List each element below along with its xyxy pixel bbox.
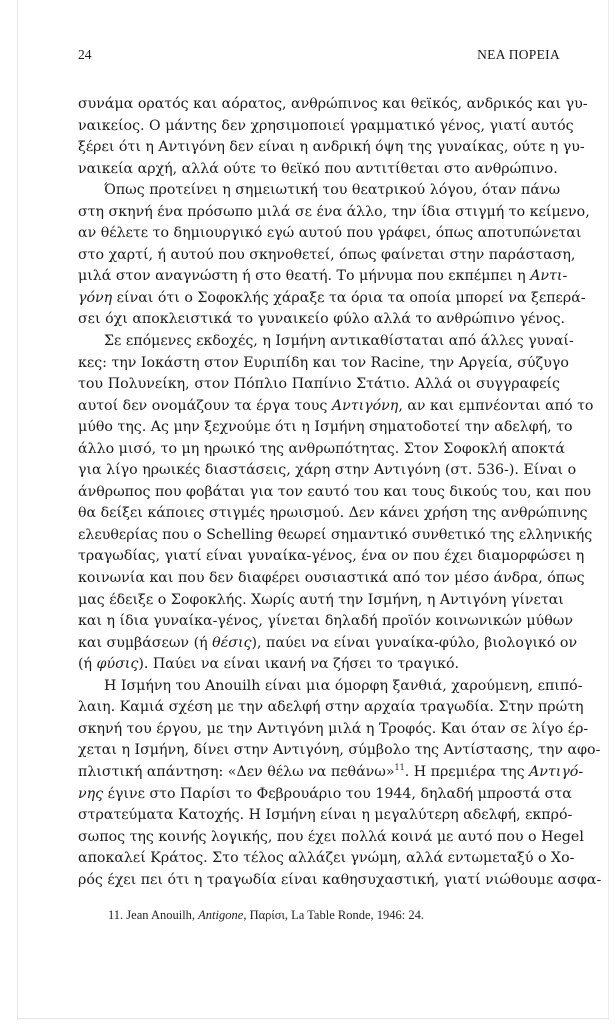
text-segment: , αν και εμπνέονται από το <box>398 397 594 414</box>
footnote-title: Antigone <box>198 908 244 922</box>
text-line: του Πολυνείκη, στον Πόπλιο Παπίνιο Στάτιο. Αλλά οι συγγραφείς <box>78 376 560 393</box>
italic-title: Αντιγό- <box>529 763 584 780</box>
text-line: στρατεύματα Κατοχής. Η Ισμήνη είναι η μεγαλύτερη αδελφή, εκπρό- <box>78 807 573 824</box>
paragraph-start-line: Όπως προτείνει η σημειωτική του θεατρικού λόγου, όταν πάνω <box>104 182 561 199</box>
text-line: άλλο μισό, το μη ηρωικό της ανθρωπότητας. Στον Σοφοκλή αποκτά <box>78 440 565 457</box>
text-segment: αυτοί δεν ονομάζουν τα έργα τους <box>78 397 332 414</box>
paragraph-start-line: Σε επόμενες εκδοχές, η Ισμήνη αντικαθίσταται από άλλες γυναί- <box>104 333 574 350</box>
footnote-details: , Παρίσι, La Table Ronde, 1946: 24. <box>243 908 424 922</box>
text-line: τραγωδίας, γιατί είναι γυναίκα-γένος, ένα ον που έχει διαμορφώσει η <box>78 548 585 565</box>
text-segment: έγινε στο Παρίσι το Φεβρουάριο του 1944, δηλαδή μπροστά στα <box>103 785 572 802</box>
text-line: ξέρει ότι η Αντιγόνη δεν είναι η ανδρική όψη της γυναίκας, ούτε η γυ- <box>78 139 585 156</box>
text-line <box>78 633 578 655</box>
italic-term: θέσις <box>212 634 252 651</box>
italic-term: φύσις <box>96 656 139 673</box>
text-line: για λίγο ηρωικές διαστάσεις, χάρη στην Αντιγόνη (στ. 536-). Είναι ο <box>78 462 577 479</box>
text-line: μύθο της. Ας μην ξεχνούμε ότι η Ισμήνη σηματοδοτεί την αδελφή, το <box>78 419 573 436</box>
text-line <box>78 654 560 676</box>
text-line: κες: την Ιοκάστη στον Ευριπίδη και τον Racine, την Αργεία, σύζυγο <box>78 354 569 371</box>
text-segment: μιλά στον αναγνώστη ή στο θεατή. Το μήνυμα που εκπέμπει η <box>78 268 531 285</box>
page-number: 24 <box>78 47 92 62</box>
running-head <box>78 47 560 65</box>
text-line: λαιη. Καμιά σχέση με την αδελφή στην αρχαία τραγωδία. Στην πρώτη <box>78 699 584 716</box>
text-line <box>78 784 572 806</box>
text-segment: (ή <box>78 656 97 673</box>
text-segment: και συμβάσεων (ή <box>78 634 213 651</box>
body-text <box>78 94 602 891</box>
text-segment: πλιστική απάντηση: «Δεν θέλω να πεθάνω» <box>78 763 395 780</box>
text-line: χεται η Ισμήνη, δίνει στην Αντιγόνη, σύμβολο της Αντίστασης, την αφο- <box>78 742 601 759</box>
footnote-reference[interactable]: 11 <box>394 762 405 772</box>
text-line: στο χαρτί, ή αυτού που σκηνοθετεί, όπως φαίνεται στην παράσταση, <box>78 246 576 263</box>
text-line: θα δείξει κάποιες στιγμές ηρωισμού. Δεν κάνει χρήση της ανθρώπινης <box>78 505 588 522</box>
text-line: ναικεία αρχή, αλλά ούτε το θεϊκό που αντιτίθεται στο ανθρώπινο. <box>78 160 558 177</box>
italic-title: νης <box>78 785 104 802</box>
text-line <box>78 288 586 310</box>
text-line: κοινωνία και που δεν διαφέρει ουσιαστικά από τον μέσο άνδρα, όπως <box>78 570 585 587</box>
text-line <box>78 266 568 288</box>
text-line: ρός έχει πει ότι η τραγωδία είναι καθησυχαστική, γιατί νιώθουμε ασφα- <box>78 871 602 888</box>
text-line: σκηνή του έργου, με την Αντιγόνη μιλά η Τροφός. Και όταν σε λίγο έρ- <box>78 720 589 737</box>
text-line: συνάμα ορατός και αόρατος, ανθρώπινος και θεϊκός, ανδρικός και γυ- <box>78 96 588 112</box>
footnote-author: Jean Anouilh, <box>126 908 196 922</box>
text-line: ναικείος. Ο μάντης δεν χρησιμοποιεί γραμματικό γένος, γιατί αυτός <box>78 117 574 134</box>
text-line: και η ίδια γυναίκα-γένος, γίνεται δηλαδή προϊόν κοινωνικών μύθων <box>78 613 573 630</box>
footnote-number: 11. <box>108 908 124 922</box>
text-line: στη σκηνή ένα πρόσωπο μιλά σε ένα άλλο, την ίδια στιγμή το κείμενο, <box>78 203 590 220</box>
text-line: αποκαλεί Κράτος. Στο τέλος αλλάζει γνώμη, αλλά εντωμεταξύ ο Χο- <box>78 850 575 867</box>
page-edge-left <box>17 0 18 1020</box>
text-line <box>78 396 594 418</box>
text-line: σωπος της κοινής λογικής, που έχει πολλά κοινά με αυτό που ο Hegel <box>78 828 584 845</box>
journal-title: ΝΕΑ ΠΟΡΕΙΑ <box>477 47 560 62</box>
text-segment: ). Παύει να είναι ικανή να ζήσει το τραγικό. <box>138 656 460 673</box>
paragraph-start-line: Η Ισμήνη του Anouilh είναι μια όμορφη ξανθιά, χαρούμενη, επιπό- <box>104 677 583 694</box>
text-segment: ), παύει να είναι γυναίκα-φύλο, βιολογικό ον <box>251 634 578 651</box>
page-edge-bottom <box>17 1018 609 1019</box>
italic-title: Αντι- <box>530 268 568 285</box>
page-edge-right <box>608 0 609 1020</box>
footnote <box>108 908 568 923</box>
text-line: άνθρωπος που φοβάται για τον εαυτό του και τους δικούς του, και που <box>78 483 592 500</box>
text-segment: είναι ότι ο Σοφοκλής χάραξε τα όρια τα οποία μπορεί να ξεπερά- <box>112 289 586 306</box>
italic-title: Αντιγόνη <box>331 397 399 414</box>
italic-title: γόνη <box>78 289 113 306</box>
text-line: ελευθερίας που ο Schelling θεωρεί σημαντικό συνθετικό της ελληνικής <box>78 526 593 543</box>
text-segment: . Η πρεμιέρα της <box>404 763 530 780</box>
text-line: αν θέλετε το δημιουργικό εγώ αυτού που γράφει, όπως αποτυπώνεται <box>78 225 582 242</box>
text-line: σει όχι αποκλειστικά το γυναικείο φύλο αλλά το ανθρώπινο γένος. <box>78 311 566 328</box>
text-line <box>78 762 584 784</box>
text-line: μας έδειξε ο Σοφοκλής. Χωρίς αυτή την Ισμήνη, η Αντιγόνη γίνεται <box>78 591 564 608</box>
